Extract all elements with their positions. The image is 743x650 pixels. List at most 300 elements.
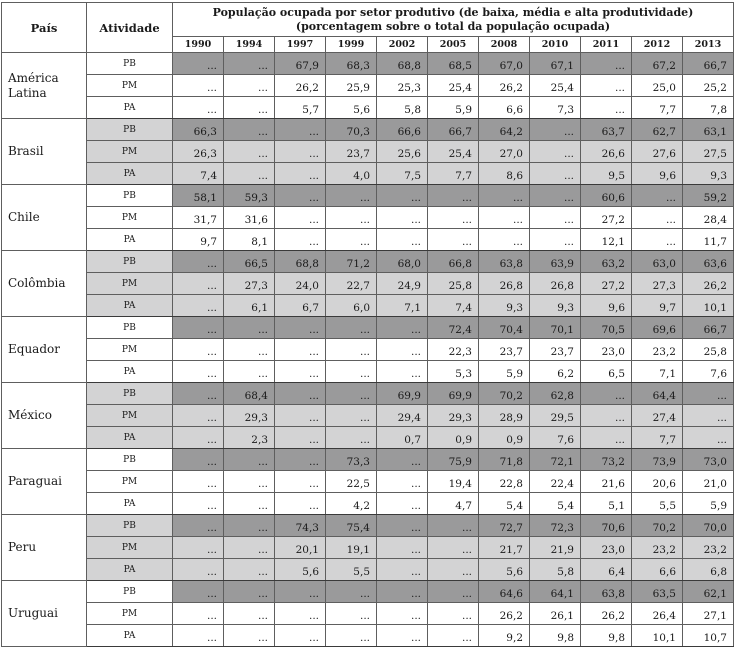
value-cell: 28,9: [479, 405, 530, 427]
table-row: [2, 603, 734, 625]
productivity-table: [1, 2, 734, 647]
value-cell: 5,5: [632, 493, 683, 515]
value-cell: ...: [224, 75, 275, 97]
value-cell: ...: [377, 603, 428, 625]
value-cell: 26,6: [581, 141, 632, 163]
table-row: [2, 625, 734, 647]
value-cell: ...: [173, 427, 224, 449]
value-cell: 75,4: [326, 515, 377, 537]
country-cell: América Latina: [2, 53, 87, 119]
value-cell: 6,8: [683, 559, 734, 581]
value-cell: 67,0: [479, 53, 530, 75]
value-cell: 74,3: [275, 515, 326, 537]
value-cell: ...: [377, 493, 428, 515]
value-cell: 23,0: [581, 339, 632, 361]
value-cell: ...: [173, 581, 224, 603]
value-cell: 5,9: [428, 97, 479, 119]
value-cell: 0,7: [377, 427, 428, 449]
value-cell: 21,6: [581, 471, 632, 493]
value-cell: ...: [326, 317, 377, 339]
value-cell: 7,1: [632, 361, 683, 383]
activity-cell: PA: [87, 427, 173, 449]
value-cell: ...: [224, 581, 275, 603]
value-cell: ...: [377, 471, 428, 493]
value-cell: 24,9: [377, 273, 428, 295]
value-cell: 9,8: [581, 625, 632, 647]
table-body: [2, 53, 734, 647]
value-cell: 62,7: [632, 119, 683, 141]
value-cell: ...: [173, 537, 224, 559]
value-cell: 23,7: [326, 141, 377, 163]
value-cell: 9,8: [530, 625, 581, 647]
value-cell: 27,2: [581, 273, 632, 295]
value-cell: 73,2: [581, 449, 632, 471]
value-cell: ...: [530, 119, 581, 141]
activity-cell: PB: [87, 449, 173, 471]
activity-cell: PB: [87, 119, 173, 141]
table-row: [2, 537, 734, 559]
value-cell: 5,4: [479, 493, 530, 515]
value-cell: ...: [275, 163, 326, 185]
value-cell: 25,9: [326, 75, 377, 97]
value-cell: 9,6: [632, 163, 683, 185]
value-cell: 26,1: [530, 603, 581, 625]
value-cell: 7,4: [428, 295, 479, 317]
value-cell: 66,5: [224, 251, 275, 273]
value-cell: 23,0: [581, 537, 632, 559]
value-cell: ...: [173, 603, 224, 625]
value-cell: 73,9: [632, 449, 683, 471]
activity-cell: PB: [87, 383, 173, 405]
country-cell: México: [2, 383, 87, 449]
value-cell: 71,8: [479, 449, 530, 471]
value-cell: 73,3: [326, 449, 377, 471]
activity-cell: PB: [87, 185, 173, 207]
value-cell: ...: [326, 339, 377, 361]
value-cell: ...: [173, 493, 224, 515]
value-cell: ...: [224, 163, 275, 185]
value-cell: ...: [428, 515, 479, 537]
value-cell: 66,7: [683, 53, 734, 75]
value-cell: 25,8: [428, 273, 479, 295]
value-cell: ...: [224, 625, 275, 647]
value-cell: 5,7: [275, 97, 326, 119]
value-cell: 7,7: [428, 163, 479, 185]
value-cell: 27,3: [224, 273, 275, 295]
activity-cell: PM: [87, 75, 173, 97]
table-row: [2, 581, 734, 603]
value-cell: 7,1: [377, 295, 428, 317]
value-cell: ...: [173, 317, 224, 339]
value-cell: ...: [377, 185, 428, 207]
value-cell: 8,1: [224, 229, 275, 251]
value-cell: ...: [428, 537, 479, 559]
value-cell: 68,5: [428, 53, 479, 75]
value-cell: 9,3: [683, 163, 734, 185]
value-cell: 5,9: [479, 361, 530, 383]
value-cell: 20,6: [632, 471, 683, 493]
value-cell: 62,8: [530, 383, 581, 405]
value-cell: 64,6: [479, 581, 530, 603]
value-cell: 25,2: [683, 75, 734, 97]
value-cell: 26,2: [275, 75, 326, 97]
value-cell: 8,6: [479, 163, 530, 185]
value-cell: 25,4: [530, 75, 581, 97]
value-cell: ...: [326, 405, 377, 427]
activity-cell: PB: [87, 515, 173, 537]
table-header: [2, 3, 734, 53]
value-cell: ...: [275, 625, 326, 647]
value-cell: ...: [173, 625, 224, 647]
value-cell: ...: [581, 383, 632, 405]
value-cell: 63,8: [479, 251, 530, 273]
value-cell: 70,4: [479, 317, 530, 339]
value-cell: 67,2: [632, 53, 683, 75]
activity-cell: PM: [87, 141, 173, 163]
value-cell: 6,0: [326, 295, 377, 317]
value-cell: 72,4: [428, 317, 479, 339]
value-cell: ...: [275, 207, 326, 229]
activity-cell: PA: [87, 229, 173, 251]
value-cell: ...: [275, 361, 326, 383]
value-cell: 63,7: [581, 119, 632, 141]
value-cell: 7,3: [530, 97, 581, 119]
value-cell: 7,8: [683, 97, 734, 119]
value-cell: 70,5: [581, 317, 632, 339]
value-cell: 22,8: [479, 471, 530, 493]
value-cell: ...: [275, 119, 326, 141]
value-cell: ...: [275, 427, 326, 449]
table-row: [2, 471, 734, 493]
value-cell: 26,8: [530, 273, 581, 295]
country-cell: Chile: [2, 185, 87, 251]
activity-cell: PA: [87, 163, 173, 185]
value-cell: ...: [326, 207, 377, 229]
value-cell: ...: [479, 185, 530, 207]
value-cell: ...: [326, 383, 377, 405]
value-cell: 7,6: [530, 427, 581, 449]
value-cell: 66,8: [428, 251, 479, 273]
value-cell: ...: [224, 493, 275, 515]
year-header: 2008: [479, 37, 530, 53]
value-cell: ...: [377, 361, 428, 383]
value-cell: 25,4: [428, 75, 479, 97]
country-cell: Colômbia: [2, 251, 87, 317]
value-cell: 23,2: [632, 339, 683, 361]
value-cell: 26,2: [581, 603, 632, 625]
value-cell: 22,4: [530, 471, 581, 493]
value-cell: 68,8: [275, 251, 326, 273]
value-cell: 68,3: [326, 53, 377, 75]
value-cell: 2,3: [224, 427, 275, 449]
activity-cell: PA: [87, 625, 173, 647]
value-cell: ...: [224, 515, 275, 537]
value-cell: 70,2: [479, 383, 530, 405]
value-cell: 63,1: [683, 119, 734, 141]
value-cell: ...: [581, 75, 632, 97]
value-cell: ...: [377, 581, 428, 603]
value-cell: ...: [224, 537, 275, 559]
value-cell: ...: [581, 427, 632, 449]
value-cell: ...: [377, 207, 428, 229]
value-cell: ...: [173, 449, 224, 471]
value-cell: 26,8: [479, 273, 530, 295]
value-cell: ...: [173, 515, 224, 537]
value-cell: 26,2: [479, 75, 530, 97]
table-row: [2, 207, 734, 229]
value-cell: 7,6: [683, 361, 734, 383]
year-header: 2005: [428, 37, 479, 53]
table-row: [2, 163, 734, 185]
value-cell: ...: [224, 559, 275, 581]
value-cell: 10,1: [632, 625, 683, 647]
activity-cell: PB: [87, 317, 173, 339]
value-cell: ...: [632, 207, 683, 229]
population-header: [173, 3, 734, 37]
value-cell: 68,0: [377, 251, 428, 273]
table-row: [2, 97, 734, 119]
value-cell: 5,8: [530, 559, 581, 581]
value-cell: 23,7: [530, 339, 581, 361]
country-column-header: País: [2, 3, 87, 53]
value-cell: ...: [683, 427, 734, 449]
table-row: [2, 317, 734, 339]
value-cell: ...: [377, 339, 428, 361]
population-header-line1: População ocupada por setor produtivo (de baixa, média e alta produtividade): [212, 5, 694, 19]
activity-cell: PM: [87, 405, 173, 427]
value-cell: 6,1: [224, 295, 275, 317]
value-cell: ...: [173, 75, 224, 97]
value-cell: ...: [173, 295, 224, 317]
value-cell: 27,6: [632, 141, 683, 163]
value-cell: ...: [581, 405, 632, 427]
value-cell: ...: [377, 229, 428, 251]
value-cell: ...: [326, 603, 377, 625]
value-cell: 10,7: [683, 625, 734, 647]
activity-cell: PM: [87, 339, 173, 361]
population-header-line2: (porcentagem sobre o total da população ocupada): [295, 19, 611, 33]
activity-cell: PA: [87, 295, 173, 317]
value-cell: 6,2: [530, 361, 581, 383]
value-cell: 63,6: [683, 251, 734, 273]
value-cell: ...: [326, 185, 377, 207]
year-header: 2002: [377, 37, 428, 53]
value-cell: 5,6: [326, 97, 377, 119]
value-cell: 62,1: [683, 581, 734, 603]
value-cell: ...: [224, 141, 275, 163]
year-header: 1999: [326, 37, 377, 53]
table-row: [2, 493, 734, 515]
value-cell: ...: [275, 581, 326, 603]
activity-cell: PA: [87, 361, 173, 383]
value-cell: 66,6: [377, 119, 428, 141]
activity-cell: PA: [87, 493, 173, 515]
value-cell: ...: [173, 273, 224, 295]
value-cell: 63,5: [632, 581, 683, 603]
value-cell: ...: [275, 141, 326, 163]
value-cell: 12,1: [581, 229, 632, 251]
value-cell: 70,2: [632, 515, 683, 537]
value-cell: 9,5: [581, 163, 632, 185]
value-cell: ...: [275, 317, 326, 339]
value-cell: ...: [377, 625, 428, 647]
value-cell: ...: [173, 405, 224, 427]
value-cell: 20,1: [275, 537, 326, 559]
value-cell: 70,0: [683, 515, 734, 537]
value-cell: 23,2: [632, 537, 683, 559]
value-cell: 70,3: [326, 119, 377, 141]
value-cell: ...: [377, 515, 428, 537]
value-cell: 26,2: [479, 603, 530, 625]
value-cell: ...: [275, 603, 326, 625]
value-cell: 69,9: [428, 383, 479, 405]
value-cell: 71,2: [326, 251, 377, 273]
value-cell: 64,4: [632, 383, 683, 405]
value-cell: ...: [377, 559, 428, 581]
value-cell: 64,1: [530, 581, 581, 603]
value-cell: 25,6: [377, 141, 428, 163]
value-cell: 27,0: [479, 141, 530, 163]
value-cell: 7,4: [173, 163, 224, 185]
year-header: 1990: [173, 37, 224, 53]
value-cell: 7,7: [632, 427, 683, 449]
value-cell: ...: [530, 185, 581, 207]
value-cell: ...: [632, 185, 683, 207]
value-cell: ...: [173, 339, 224, 361]
value-cell: 29,5: [530, 405, 581, 427]
value-cell: 27,2: [581, 207, 632, 229]
value-cell: 5,6: [479, 559, 530, 581]
value-cell: 67,1: [530, 53, 581, 75]
value-cell: ...: [224, 97, 275, 119]
year-header: 2013: [683, 37, 734, 53]
value-cell: ...: [326, 427, 377, 449]
value-cell: 63,2: [581, 251, 632, 273]
value-cell: ...: [173, 53, 224, 75]
value-cell: 25,8: [683, 339, 734, 361]
value-cell: ...: [479, 207, 530, 229]
table-row: [2, 427, 734, 449]
value-cell: ...: [173, 97, 224, 119]
value-cell: 19,4: [428, 471, 479, 493]
value-cell: ...: [275, 229, 326, 251]
value-cell: 26,2: [683, 273, 734, 295]
value-cell: 5,6: [275, 559, 326, 581]
table-row: [2, 449, 734, 471]
value-cell: 72,1: [530, 449, 581, 471]
value-cell: 67,9: [275, 53, 326, 75]
value-cell: ...: [530, 163, 581, 185]
value-cell: ...: [377, 449, 428, 471]
year-header: 2010: [530, 37, 581, 53]
value-cell: ...: [632, 229, 683, 251]
value-cell: 72,3: [530, 515, 581, 537]
value-cell: 59,2: [683, 185, 734, 207]
activity-cell: PM: [87, 471, 173, 493]
value-cell: ...: [224, 471, 275, 493]
value-cell: 21,7: [479, 537, 530, 559]
value-cell: ...: [428, 207, 479, 229]
activity-cell: PM: [87, 603, 173, 625]
value-cell: 6,4: [581, 559, 632, 581]
activity-cell: PA: [87, 97, 173, 119]
table-row: [2, 53, 734, 75]
value-cell: ...: [581, 97, 632, 119]
value-cell: ...: [173, 471, 224, 493]
value-cell: 27,3: [632, 273, 683, 295]
value-cell: 66,3: [173, 119, 224, 141]
value-cell: 22,3: [428, 339, 479, 361]
value-cell: 70,1: [530, 317, 581, 339]
value-cell: 21,9: [530, 537, 581, 559]
value-cell: 7,5: [377, 163, 428, 185]
value-cell: 9,3: [479, 295, 530, 317]
value-cell: 69,6: [632, 317, 683, 339]
value-cell: 73,0: [683, 449, 734, 471]
value-cell: 6,5: [581, 361, 632, 383]
value-cell: ...: [173, 559, 224, 581]
value-cell: 5,3: [428, 361, 479, 383]
value-cell: ...: [326, 229, 377, 251]
value-cell: ...: [428, 625, 479, 647]
table-row: [2, 383, 734, 405]
value-cell: ...: [275, 185, 326, 207]
value-cell: 5,5: [326, 559, 377, 581]
value-cell: ...: [326, 581, 377, 603]
year-header: 1997: [275, 37, 326, 53]
value-cell: 69,9: [377, 383, 428, 405]
value-cell: ...: [428, 229, 479, 251]
value-cell: 70,6: [581, 515, 632, 537]
country-cell: Brasil: [2, 119, 87, 185]
value-cell: 31,6: [224, 207, 275, 229]
table-row: [2, 185, 734, 207]
value-cell: ...: [275, 471, 326, 493]
value-cell: 28,4: [683, 207, 734, 229]
table-row: [2, 75, 734, 97]
value-cell: 72,7: [479, 515, 530, 537]
value-cell: 23,2: [683, 537, 734, 559]
activity-cell: PB: [87, 251, 173, 273]
value-cell: ...: [275, 405, 326, 427]
value-cell: ...: [428, 603, 479, 625]
value-cell: 23,7: [479, 339, 530, 361]
value-cell: ...: [377, 317, 428, 339]
country-cell: Equador: [2, 317, 87, 383]
value-cell: ...: [173, 361, 224, 383]
value-cell: ...: [275, 383, 326, 405]
value-cell: 5,8: [377, 97, 428, 119]
country-cell: Uruguai: [2, 581, 87, 647]
value-cell: 60,6: [581, 185, 632, 207]
value-cell: ...: [224, 449, 275, 471]
value-cell: 66,7: [683, 317, 734, 339]
year-header: 2011: [581, 37, 632, 53]
value-cell: 5,9: [683, 493, 734, 515]
value-cell: 25,3: [377, 75, 428, 97]
value-cell: ...: [275, 493, 326, 515]
value-cell: 11,7: [683, 229, 734, 251]
value-cell: 0,9: [428, 427, 479, 449]
table-row: [2, 251, 734, 273]
value-cell: 4,0: [326, 163, 377, 185]
value-cell: 5,1: [581, 493, 632, 515]
table-row: [2, 273, 734, 295]
table-row: [2, 229, 734, 251]
value-cell: 21,0: [683, 471, 734, 493]
value-cell: ...: [275, 449, 326, 471]
value-cell: 7,7: [632, 97, 683, 119]
